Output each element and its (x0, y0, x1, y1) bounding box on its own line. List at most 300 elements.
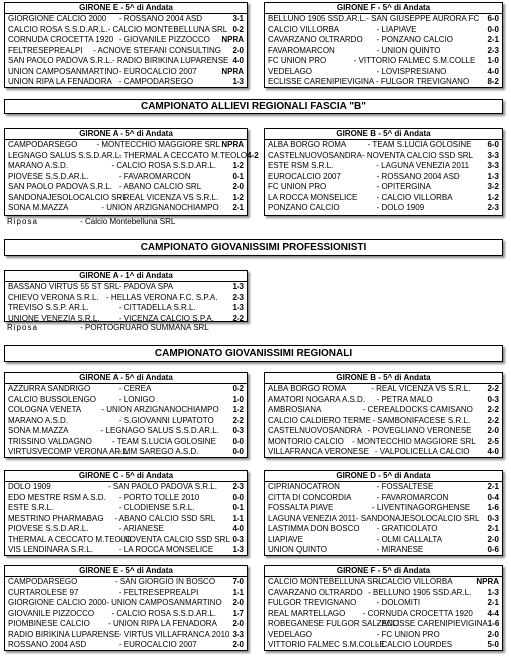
match-row (265, 67, 502, 78)
match-score: 2-3 (487, 203, 499, 212)
home-team: CASTELNUOVOSANDRA (268, 150, 362, 160)
away-team: - SAN PAOLO PADOVA S.R.L. (108, 482, 217, 491)
away-team: - PETRA MALO (376, 394, 433, 404)
away-team: - ROSSANO 2004 ASD (376, 171, 460, 181)
away-team: - ABANO CALCIO SRL (118, 182, 202, 191)
home-team: AZZURRA SANDRIGO (8, 384, 91, 393)
match-row (265, 447, 502, 458)
match-score: 4-0 (487, 447, 499, 456)
home-team: AMBROSIANA (268, 405, 322, 414)
match-row (5, 609, 247, 620)
match-list (265, 140, 502, 214)
away-team: - POVEGLIANO VERONESE (367, 426, 472, 435)
away-team: - SANDONAJESOLOCALCIO SRL (355, 513, 480, 523)
away-team: - TEAM S.LUCIA GOLOSINE (111, 436, 216, 446)
match-row (5, 598, 247, 609)
home-team: CAMPODARSEGO (8, 140, 78, 149)
home-team: LA ROCCA MONSELICE (268, 192, 358, 202)
home-team: FC UNION PRO (268, 182, 327, 191)
match-score: NPRA (476, 577, 499, 586)
match-row (5, 25, 247, 36)
away-team: - DOLOMITI (376, 598, 421, 607)
home-team: CALCIO VILLORBA (268, 24, 340, 34)
match-score: 0-0 (232, 436, 244, 446)
home-team: FC UNION PRO (268, 56, 327, 65)
riposa-line-prof (7, 323, 247, 332)
home-team: CORNUDA CROCETTA 1920 (8, 35, 114, 44)
home-team: SAN PAOLO PADOVA S.R.L. (8, 56, 113, 65)
group-box-prof-a (4, 270, 248, 322)
away-team: - LEGNAGO SALUS S.S.D.AR.L. (100, 426, 219, 435)
match-score: 3-3 (487, 150, 499, 160)
away-team: - UNION ARZIGNANOCHIAMPO (101, 405, 219, 414)
match-row (5, 447, 247, 458)
away-team: - MM SAREGO A.S.D. (118, 447, 199, 456)
match-row (5, 437, 247, 448)
away-team: - NOVENTA CALCIO SSD SRL (362, 150, 474, 160)
match-row (5, 630, 247, 641)
riposa-team: - PORTOGRUARO SUMMANA SRL (80, 323, 209, 332)
match-row (265, 395, 502, 406)
match-row (5, 14, 247, 25)
home-team: CAMPODARSEGO (8, 577, 78, 586)
match-row (5, 203, 247, 214)
match-score: 2-2 (232, 415, 244, 425)
away-team: - CITTADELLA S.R.L. (118, 303, 196, 312)
match-score: 3-1 (232, 14, 244, 23)
match-score: 0-3 (232, 426, 244, 435)
match-row (265, 524, 502, 535)
home-team: LAGUNA VENEZIA 2011 (268, 513, 356, 523)
away-team: - BELLUNO 1905 SSD.AR.L. (368, 587, 472, 597)
match-row (265, 588, 502, 599)
away-team: - GRATICOLATO (376, 524, 438, 533)
match-score: 2-5 (487, 436, 499, 446)
home-team: GIOVANILE PIZZOCCO (8, 608, 95, 618)
group-header: GIRONE B - 5^ di Andata (265, 373, 502, 384)
home-team: MARANO A.S.D. (8, 415, 69, 425)
away-team: - VITTORIO FALMEC S.M.COLLE (353, 56, 476, 65)
away-team: - CALCIO ROSA S.S.D.AR.L. (111, 608, 216, 618)
match-row (265, 630, 502, 641)
match-row (265, 384, 502, 395)
home-team: BELLUNO 1905 SSD.AR.L. (268, 14, 367, 23)
match-score: 2-1 (232, 203, 244, 212)
match-row (265, 577, 502, 588)
match-row (265, 545, 502, 556)
away-team: - GIOVANILE PIZZOCCO (118, 35, 210, 44)
away-team: - CEREALDOCKS CAMISANO (362, 405, 473, 414)
group-box-allievi-b (264, 128, 503, 216)
away-team: - LONIGO (118, 394, 155, 404)
away-team: - FAVAROMARCON (118, 171, 191, 181)
home-team: DOLO 1909 (8, 482, 51, 491)
match-score: 1-0 (487, 56, 499, 65)
match-score: 2-2 (487, 405, 499, 414)
match-row (5, 182, 247, 193)
away-team: - CALCIO VILLORBA (376, 192, 453, 202)
match-row (265, 503, 502, 514)
home-team: SAN PAOLO PADOVA S.R.L. (8, 182, 113, 191)
match-row (5, 588, 247, 599)
match-row (5, 46, 247, 57)
match-score: 0-0 (487, 24, 499, 34)
home-team: EUROCALCIO 2007 (268, 171, 341, 181)
match-row (265, 640, 502, 651)
match-score: 2-0 (232, 619, 244, 628)
home-team: CALCIO ROSA S.S.D.AR.L. (8, 24, 108, 34)
group-box-reg-a (4, 372, 248, 458)
home-team: CALCIO BUSSOLENGO (8, 394, 97, 404)
home-team: CHIEVO VERONA S.R.L. (8, 292, 99, 302)
match-row (265, 35, 502, 46)
match-score: 4-2 (247, 150, 259, 160)
match-score: 1-3 (232, 282, 244, 291)
match-score: 7-0 (232, 577, 244, 586)
match-row (5, 503, 247, 514)
match-score: NPRA (221, 66, 244, 76)
riposa-label: Riposa (7, 217, 38, 226)
match-row (265, 598, 502, 609)
match-row (265, 193, 502, 204)
away-team: - CORNUDA CROCETTA 1920 (362, 608, 473, 618)
away-team: - VICENZA CALCIO S.P.A. (118, 313, 214, 323)
match-row (5, 493, 247, 504)
match-list (5, 577, 247, 651)
away-team: - MONTECCHIO MAGGIORE SRL (96, 140, 221, 149)
match-row (265, 182, 502, 193)
match-score: 0-0 (232, 492, 244, 502)
away-team: - CALCIO MONTEBELLUNA SRL (107, 24, 228, 34)
match-row (5, 545, 247, 556)
away-team: - UNION QUINTO (376, 45, 441, 55)
match-score: 5-0 (487, 640, 499, 649)
match-row (265, 535, 502, 546)
away-team: - FELTRESEPREALPI (118, 587, 199, 597)
match-row (265, 493, 502, 504)
match-row (5, 150, 259, 162)
home-team: UNION QUINTO (268, 545, 327, 554)
match-score: 0-3 (487, 513, 499, 523)
match-score: 1-2 (487, 192, 499, 202)
match-score: 0-2 (232, 384, 244, 393)
home-team: UNION RIPA LA FENADORA (8, 77, 112, 86)
away-team: - ARIANESE (118, 524, 164, 533)
match-score: 3-3 (487, 161, 499, 170)
group-header: GIRONE B - 5^ di Andata (265, 129, 502, 140)
home-team: SONA M.MAZZA (8, 203, 69, 212)
home-team: MONTORIO CALCIO (268, 436, 344, 446)
away-team: - EUROCALCIO 2007 (118, 66, 197, 76)
home-team: FULGOR TREVIGNANO (268, 598, 357, 607)
match-row (5, 172, 247, 183)
home-team: CITTA DI CONCORDIA (268, 492, 352, 502)
match-list (5, 482, 247, 556)
away-team: - UNION ARZIGNANOCHIAMPO (101, 203, 219, 212)
group-box-top-e (4, 2, 248, 88)
match-row (5, 514, 247, 525)
match-score: 1-3 (232, 303, 244, 312)
away-team: - RADIO BIRIKINA LUPARENSE (112, 56, 229, 65)
match-row (5, 161, 247, 172)
match-row (265, 482, 502, 493)
group-header: GIRONE A - 5^ di Andata (5, 129, 247, 140)
match-row (5, 303, 247, 314)
group-box-reg-d (264, 470, 503, 556)
home-team: CALCIO MONTEBELLUNA SRL (268, 577, 383, 586)
match-score: 0-2 (232, 24, 244, 34)
match-row (265, 140, 502, 151)
home-team: ESTE RSM S.R.L. (268, 161, 334, 170)
away-team: - REAL VICENZA VS S.R.L. (371, 384, 471, 393)
match-row (5, 193, 247, 204)
away-team: - CAMPODARSEGO (118, 77, 194, 86)
match-score: 0-4 (487, 492, 499, 502)
away-team: - UNION CAMPOSANMARTINO (106, 598, 222, 607)
match-row (5, 35, 247, 46)
match-row (5, 77, 247, 88)
home-team: FELTRESEPREALPI (8, 45, 83, 55)
away-team: - NOVENTA CALCIO SSD SRL (118, 534, 230, 544)
match-score: 1-2 (232, 405, 244, 414)
away-team: - PONZANO CALCIO (376, 35, 454, 44)
away-team: - UNION RIPA LA FENADORA (108, 619, 217, 628)
away-team: - HELLAS VERONA F.C. S.P.A. (106, 292, 218, 302)
match-score: 3-3 (232, 629, 244, 639)
match-row (265, 416, 502, 427)
match-row (5, 524, 247, 535)
away-team: - CALCIO VILLORBA (376, 577, 453, 586)
match-score: 2-0 (487, 426, 499, 435)
home-team: CAVARZANO OLTRARDO (268, 587, 363, 597)
home-team: SONA M.MAZZA (8, 426, 69, 435)
match-score: 1-3 (232, 545, 244, 554)
match-row (265, 161, 502, 172)
group-header: GIRONE F - 5^ di Andata (265, 3, 502, 14)
home-team: GIORGIONE CALCIO 2000 (8, 14, 107, 23)
home-team: EDO MESTRE RSM A.S.D. (8, 492, 106, 502)
match-score: 1-7 (232, 608, 244, 618)
match-row (265, 437, 502, 448)
home-team: ALBA BORGO ROMA (268, 384, 347, 393)
match-score: 0-3 (487, 394, 499, 404)
home-team: FOSSALTA PIAVE (268, 503, 334, 512)
away-team: - PORTO TOLLE 2010 (118, 492, 200, 502)
match-score: NPRA (221, 140, 244, 149)
home-team: CASTELNUOVOSANDRA (268, 426, 362, 435)
match-score: 2-0 (232, 45, 244, 55)
match-row (5, 384, 247, 395)
match-row (5, 619, 247, 630)
match-score: 1-6 (487, 619, 500, 628)
home-team: UNION CAMPOSANMARTINO (8, 66, 119, 76)
match-list (5, 384, 247, 458)
match-list (5, 14, 247, 88)
match-row (5, 405, 247, 416)
group-header: GIRONE D - 5^ di Andata (265, 471, 502, 482)
home-team: CURTAROLESE 97 (8, 587, 79, 597)
match-score: 0-3 (232, 534, 244, 544)
away-team: - ROSSANO 2004 ASD (118, 14, 203, 23)
home-team: LEGNAGO SALUS S.S.D.AR.L. (8, 150, 122, 160)
away-team: - DOLO 1909 (376, 203, 425, 212)
match-score: 0-1 (232, 503, 244, 512)
match-score: 2-1 (487, 524, 499, 533)
away-team: - S.GIOVANNI LUPATOTO (118, 415, 214, 425)
riposa-label: Riposa (7, 323, 38, 332)
match-list (5, 140, 259, 214)
match-list (265, 14, 502, 88)
match-row (5, 56, 247, 67)
match-score: 6-0 (487, 140, 499, 149)
away-team: - MIRANESE (376, 545, 424, 554)
match-row (265, 77, 502, 88)
home-team: VIRTUSVECOMP VERONA AR.L. (8, 447, 130, 456)
home-team: TREVISO S.S.P. AR.L. (8, 303, 89, 312)
away-team: - EUROCALCIO 2007 (118, 640, 197, 649)
match-score: 2-0 (487, 629, 499, 639)
match-score: 2-3 (487, 45, 499, 55)
match-row (265, 609, 502, 620)
home-team: CIPRIANOCATRON (268, 482, 340, 491)
away-team: - PADOVA SPA (118, 282, 174, 291)
match-row (5, 640, 247, 651)
away-team: - VIRTUS VILLAFRANCA 2010 (118, 629, 230, 639)
away-team: - FC UNION PRO (376, 629, 440, 639)
away-team: - LIVENTINAGORGHENSE (372, 503, 471, 512)
match-score: 1-2 (232, 161, 244, 170)
group-header: GIRONE A - 1^ di Andata (5, 271, 247, 282)
match-score: 8-2 (487, 77, 499, 86)
match-row (265, 172, 502, 183)
home-team: CALCIO CALDIERO TERME (268, 415, 371, 425)
away-team: - OLMI CALLALTA (376, 534, 443, 544)
match-score: 4-0 (232, 56, 244, 65)
home-team: RADIO BIRIKINA LUPARENSE (8, 629, 120, 639)
match-row (5, 482, 247, 493)
away-team: - ECLISSE CARENIPIEVIGINA (376, 619, 488, 628)
match-row (5, 577, 247, 588)
home-team: MARANO A.S.D. (8, 161, 69, 170)
match-score: 2-0 (232, 640, 244, 649)
home-team: VEDELAGO (268, 629, 313, 639)
group-box-reg-c (4, 470, 248, 556)
match-list (265, 482, 502, 556)
away-team: - LOVISPRESIANO (376, 66, 447, 76)
home-team: PONZANO CALCIO (268, 203, 340, 212)
match-score: 2-1 (487, 598, 499, 607)
match-score: 2-1 (487, 35, 499, 44)
match-score: 2-3 (232, 482, 244, 491)
away-team: - CLODIENSE S.R.L. (118, 503, 195, 512)
match-score: 1-6 (487, 503, 499, 512)
group-box-top-f (264, 2, 503, 88)
group-header: GIRONE A - 5^ di Andata (5, 373, 247, 384)
match-score: 4-0 (487, 66, 499, 76)
away-team: - VALPOLICELLA CALCIO (374, 447, 470, 456)
home-team: ESTE S.R.L. (8, 503, 54, 512)
match-row (265, 426, 502, 437)
away-team: - CALCIO LOURDES (376, 640, 453, 649)
group-header: GIRONE F - 5^ di Andata (265, 566, 502, 577)
away-team: - CALCIO ROSA S.S.D.AR.L. (111, 161, 216, 170)
match-score: 4-0 (232, 524, 244, 533)
home-team: TRISSINO VALDAGNO (8, 436, 92, 446)
group-box-reg-e (4, 565, 248, 651)
group-box-reg-b (264, 372, 503, 458)
match-score: 2-2 (487, 384, 499, 393)
home-team: SANDONAJESOLOCALCIO SRL (8, 192, 127, 202)
match-score: 2-1 (487, 482, 499, 491)
match-score: 1-3 (487, 587, 499, 597)
home-team: MESTRINO PHARMABAG (8, 513, 104, 523)
match-score: 1-2 (232, 192, 244, 202)
away-team: - SAN GIORGIO IN BOSCO (115, 577, 216, 586)
riposa-line-allievi (7, 217, 247, 226)
match-score: 1-3 (487, 171, 499, 181)
match-score: 0-0 (232, 447, 244, 456)
match-row (5, 416, 247, 427)
match-score: 2-2 (232, 313, 244, 323)
match-row (5, 395, 247, 406)
home-team: LIAPIAVE (268, 534, 303, 544)
match-row (5, 293, 247, 304)
home-team: VEDELAGO (268, 66, 313, 76)
match-row (265, 514, 502, 525)
home-team: VILLAFRANCA VERONESE (268, 447, 369, 456)
home-team: PIOVESE S.S.D.AR.L. (8, 171, 89, 181)
away-team: - SAMBONIFACESE S.R.L. (372, 415, 471, 425)
match-row (5, 67, 247, 78)
match-score: NPRA (221, 35, 244, 44)
away-team: - REAL VICENZA VS S.R.L. (118, 192, 219, 202)
home-team: VITTORIO FALMEC S.M.COLLE (268, 640, 385, 649)
match-score: 1-0 (232, 394, 244, 404)
match-row (5, 282, 247, 293)
home-team: ECLISSE CARENIPIEVIGINA (268, 77, 375, 86)
home-team: ROSSANO 2004 ASD (8, 640, 87, 649)
match-row (5, 426, 247, 437)
home-team: UNIONE VENEZIA S.R.L. (8, 313, 100, 323)
match-row (265, 151, 502, 162)
away-team: - SAN GIUSEPPE AURORA FC (366, 14, 480, 23)
match-score: 2-0 (232, 598, 244, 607)
away-team: - ABANO CALCIO SSD SRL (114, 513, 216, 523)
home-team: VIS LENDINARA S.R.L. (8, 545, 93, 554)
group-header: GIRONE E - 5^ di Andata (5, 3, 247, 14)
riposa-team: - Calcio Montebelluna SRL (80, 217, 176, 226)
match-score: 2-3 (232, 292, 244, 302)
home-team: COLOGNA VENETA (8, 405, 82, 414)
match-list (265, 384, 502, 458)
home-team: LASTIMMA DON BOSCO (268, 524, 360, 533)
away-team: - LA ROCCA MONSELICE (118, 545, 214, 554)
match-score: 2-0 (232, 182, 244, 191)
away-team: - ACNOVE STEFANI CONSULTING (93, 45, 221, 55)
match-score: 0-1 (232, 171, 244, 181)
match-row (5, 535, 247, 546)
away-team: - THERMAL A CECCATO M.TEOLO (118, 150, 248, 160)
match-score: 1-1 (232, 513, 244, 523)
away-team: - TEAM S.LUCIA GOLOSINE (367, 140, 472, 149)
away-team: - LIAPIAVE (376, 24, 417, 34)
home-team: REAL MARTELLAGO (268, 608, 346, 618)
group-box-allievi-a (4, 128, 259, 216)
away-team: - FULGOR TREVIGNANO (375, 77, 470, 86)
home-team: FAVAROMARCON (268, 45, 335, 55)
match-list (5, 282, 247, 324)
section-title-giovanissimi-regionali: CAMPIONATO GIOVANISSIMI REGIONALI (4, 345, 503, 362)
